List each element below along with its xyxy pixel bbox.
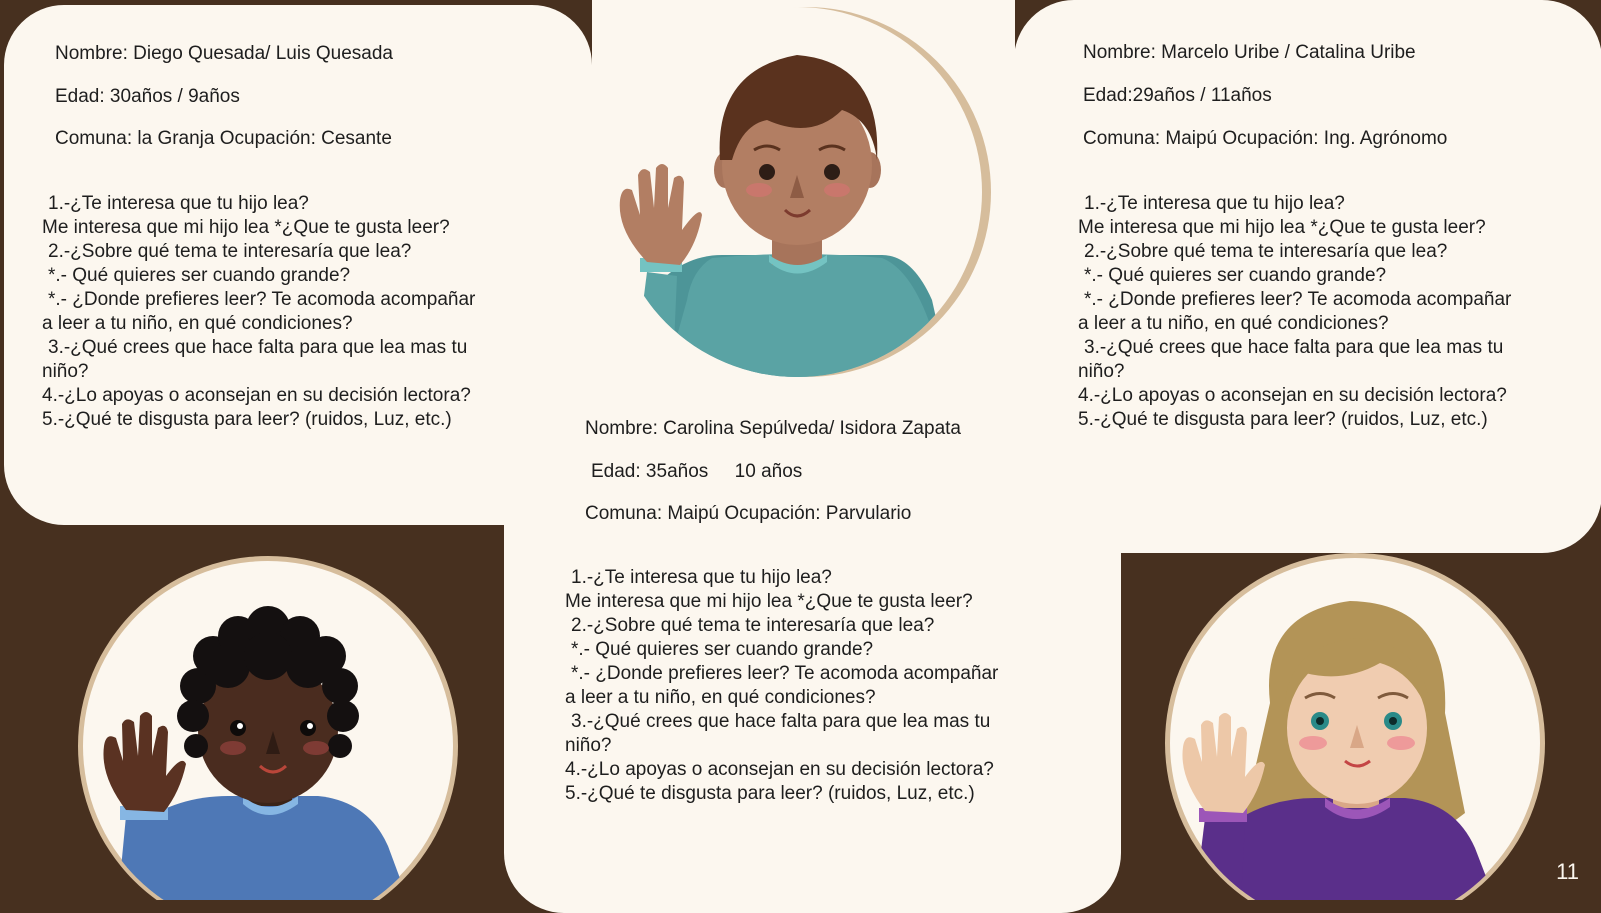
waving-boy-avatar: [592, 0, 1015, 390]
question-line: a leer a tu niño, en qué condiciones?: [42, 313, 353, 334]
question-line: *.- ¿Donde prefieres leer? Te acomoda acompañar: [48, 289, 476, 310]
question-line: 5.-¿Qué te disgusta para leer? (ruidos, Luz, etc.): [1078, 409, 1488, 430]
question-line: 3.-¿Qué crees que hace falta para que lea mas tu: [1084, 337, 1504, 358]
question-line: 5.-¿Qué te disgusta para leer? (ruidos, Luz, etc.): [42, 409, 452, 430]
question-line: 1.-¿Te interesa que tu hijo lea?: [1084, 193, 1345, 214]
profile-right-nombre: Nombre: Marcelo Uribe / Catalina Uribe: [1083, 42, 1416, 63]
question-line: 1.-¿Te interesa que tu hijo lea?: [571, 567, 832, 588]
questions-left: [42, 192, 475, 432]
profile-left-comuna: Comuna: la Granja Ocupación: Cesante: [55, 128, 392, 149]
waving-girl-icon: [1165, 553, 1545, 900]
profile-right-edad: Edad:29años / 11años: [1083, 85, 1272, 106]
question-line: *.- Qué quieres ser cuando grande?: [48, 265, 351, 286]
question-line: *.- Qué quieres ser cuando grande?: [1084, 265, 1387, 286]
question-line: niño?: [565, 735, 612, 756]
profile-left-nombre: Nombre: Diego Quesada/ Luis Quesada: [55, 43, 393, 64]
profile-left-edad: Edad: 30años / 9años: [55, 86, 240, 107]
profile-center-nombre: Nombre: Carolina Sepúlveda/ Isidora Zapata: [585, 418, 961, 439]
question-line: 4.-¿Lo apoyas o aconsejan en su decisión lectora?: [565, 759, 994, 780]
question-line: Me interesa que mi hijo lea *¿Que te gusta leer?: [565, 591, 973, 612]
questions-right: [1078, 192, 1511, 432]
waving-boy-icon: [592, 0, 1015, 390]
question-line: 2.-¿Sobre qué tema te interesaría que lea?: [571, 615, 935, 636]
question-line: a leer a tu niño, en qué condiciones?: [1078, 313, 1389, 334]
question-line: a leer a tu niño, en qué condiciones?: [565, 687, 876, 708]
question-line: *.- ¿Donde prefieres leer? Te acomoda acompañar: [571, 663, 999, 684]
waving-curly-child-avatar: [78, 556, 458, 900]
question-line: 1.-¿Te interesa que tu hijo lea?: [48, 193, 309, 214]
page-number: 11: [1556, 859, 1579, 884]
question-line: *.- ¿Donde prefieres leer? Te acomoda acompañar: [1084, 289, 1512, 310]
question-line: 2.-¿Sobre qué tema te interesaría que lea?: [1084, 241, 1448, 262]
question-line: *.- Qué quieres ser cuando grande?: [571, 639, 874, 660]
question-line: Me interesa que mi hijo lea *¿Que te gusta leer?: [42, 217, 450, 238]
profile-center-edad: Edad: 35años 10 años: [591, 461, 803, 482]
question-line: 3.-¿Qué crees que hace falta para que lea mas tu: [571, 711, 991, 732]
question-line: 5.-¿Qué te disgusta para leer? (ruidos, Luz, etc.): [565, 783, 975, 804]
questions-center: [565, 566, 998, 806]
waving-girl-avatar: [1165, 553, 1545, 900]
question-line: 4.-¿Lo apoyas o aconsejan en su decisión lectora?: [42, 385, 471, 406]
profile-right-comuna: Comuna: Maipú Ocupación: Ing. Agrónomo: [1083, 128, 1448, 149]
waving-curly-child-icon: [78, 556, 458, 900]
question-line: 2.-¿Sobre qué tema te interesaría que lea?: [48, 241, 412, 262]
question-line: niño?: [1078, 361, 1125, 382]
question-line: 3.-¿Qué crees que hace falta para que lea mas tu: [48, 337, 468, 358]
question-line: Me interesa que mi hijo lea *¿Que te gusta leer?: [1078, 217, 1486, 238]
question-line: niño?: [42, 361, 89, 382]
profile-center-comuna: Comuna: Maipú Ocupación: Parvulario: [585, 503, 912, 524]
question-line: 4.-¿Lo apoyas o aconsejan en su decisión lectora?: [1078, 385, 1507, 406]
